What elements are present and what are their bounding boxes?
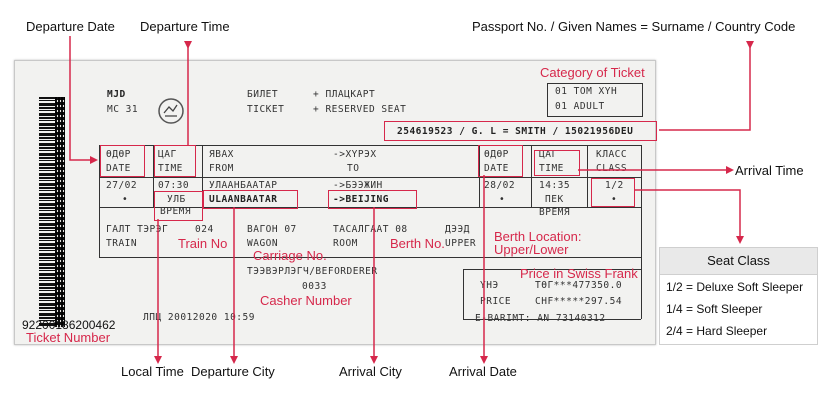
to-city-mn: ->БЭЭЖИН: [333, 180, 383, 191]
arrival-date-annotation: Arrival Date: [449, 364, 517, 379]
lpts: ЛПЦ 20012020 10:59: [143, 312, 255, 323]
from-label: FROM: [209, 163, 234, 174]
khureh-label: ->ХҮРЭХ: [333, 149, 377, 160]
galt-tereg: ГАЛТ ТЭРЭГ: [106, 224, 169, 235]
tsag2-label: ЦАГ: [539, 149, 558, 160]
berth-location-annotation-2: Upper/Lower: [494, 242, 569, 257]
code1: MJD: [107, 89, 126, 100]
departure-time-value: 07:30: [158, 180, 190, 191]
tsag-label: ЦАГ: [158, 149, 177, 160]
legend-title: Seat Class: [660, 248, 817, 275]
ticket-number-annotation: Ticket Number: [26, 330, 111, 345]
category-annotation: Category of Ticket: [540, 65, 645, 80]
category-line2: 01 ADULT: [555, 101, 605, 112]
date-label: DATE: [106, 163, 131, 174]
arrival-time-value: 14:35: [539, 180, 571, 191]
casher-number-annotation: Casher Number: [260, 293, 352, 308]
odor-label: ӨДӨР: [106, 149, 131, 160]
chf-amount: CHF*****297.54: [535, 296, 623, 307]
departure-date-annotation: Departure Date: [26, 19, 115, 34]
date2-label: DATE: [484, 163, 509, 174]
reserved-seat: + RESERVED SEAT: [313, 104, 407, 115]
dot: •: [499, 194, 506, 205]
berth-location-annotation-1: Berth Location:: [494, 229, 582, 244]
une: ҮНЭ: [480, 280, 499, 291]
ulb: УЛБ: [167, 194, 186, 205]
tasalgaa: ТАСАЛГААТ 08: [333, 224, 408, 235]
wagon-label: WAGON: [247, 238, 279, 249]
legend-item: 1/2 = Deluxe Soft Sleeper: [666, 280, 804, 294]
carriage-no-annotation: Carriage No.: [253, 248, 327, 263]
klass-label: КЛАСС: [596, 149, 628, 160]
ebarimt: E-BARIMT: AN 73140312: [475, 313, 606, 324]
departure-time-annotation: Departure Time: [140, 19, 230, 34]
legend-item: 2/4 = Hard Sleeper: [666, 324, 768, 338]
casher-number-value: 0033: [302, 281, 327, 292]
seat-class-legend: [659, 247, 818, 345]
beforderer: ТЭЭВЭРЛЭГЧ/BEFORDERER: [247, 266, 378, 277]
deed: ДЭЭД: [445, 224, 470, 235]
dot: •: [122, 194, 129, 205]
class-label: CLASS: [596, 163, 628, 174]
yavakh-label: ЯВАХ: [209, 149, 234, 160]
upper-label: UPPER: [445, 238, 477, 249]
time-label: TIME: [158, 163, 183, 174]
departure-city-value: ULAANBAATAR: [209, 194, 278, 205]
seat-class-value: 1/2: [605, 180, 624, 191]
ticket-number-value: 92200186200462: [22, 318, 116, 332]
code2: MC 31: [107, 104, 139, 115]
legend-item: 1/4 = Soft Sleeper: [666, 302, 763, 316]
vagon: ВАГОН 07: [247, 224, 297, 235]
departure-date-value: 27/02: [106, 180, 138, 191]
tog-amount: ТӨГ***477350.0: [535, 280, 623, 291]
room-label: ROOM: [333, 238, 358, 249]
ticket-word: TICKET: [247, 104, 285, 115]
berth-no-annotation: Berth No.: [390, 236, 445, 251]
vremya: ВРЕМЯ: [160, 206, 192, 217]
vremya2: ВРЕМЯ: [539, 207, 571, 218]
to-label: TO: [347, 163, 360, 174]
arrival-date-value: 28/02: [484, 180, 516, 191]
price-annotation: Price in Swiss Frank: [520, 266, 638, 281]
arrival-city-value: ->BEIJING: [333, 194, 389, 205]
arrival-time-annotation: Arrival Time: [735, 163, 804, 178]
platskart: + ПЛАЦКАРТ: [313, 89, 376, 100]
time2-label: TIME: [539, 163, 564, 174]
pek: ПЕК: [545, 194, 564, 205]
bilet: БИЛЕТ: [247, 89, 279, 100]
odor2-label: ӨДӨР: [484, 149, 509, 160]
train-no-annotation: Train No: [178, 236, 228, 251]
train-label: TRAIN: [106, 238, 138, 249]
passport-line: 254619523 / G. L = SMITH / 15021956DEU: [397, 126, 634, 137]
price-label: PRICE: [480, 296, 512, 307]
from-city-mn: УЛААНБААТАР: [209, 180, 278, 191]
dot: •: [611, 194, 618, 205]
category-line1: 01 TOM ХҮН: [555, 86, 618, 97]
passport-annotation: Passport No. / Given Names = Surname / Country Code: [472, 19, 796, 34]
local-time-annotation: Local Time: [121, 364, 184, 379]
train-number-value: 024: [195, 224, 214, 235]
departure-city-annotation: Departure City: [191, 364, 275, 379]
arrival-city-annotation: Arrival City: [339, 364, 402, 379]
